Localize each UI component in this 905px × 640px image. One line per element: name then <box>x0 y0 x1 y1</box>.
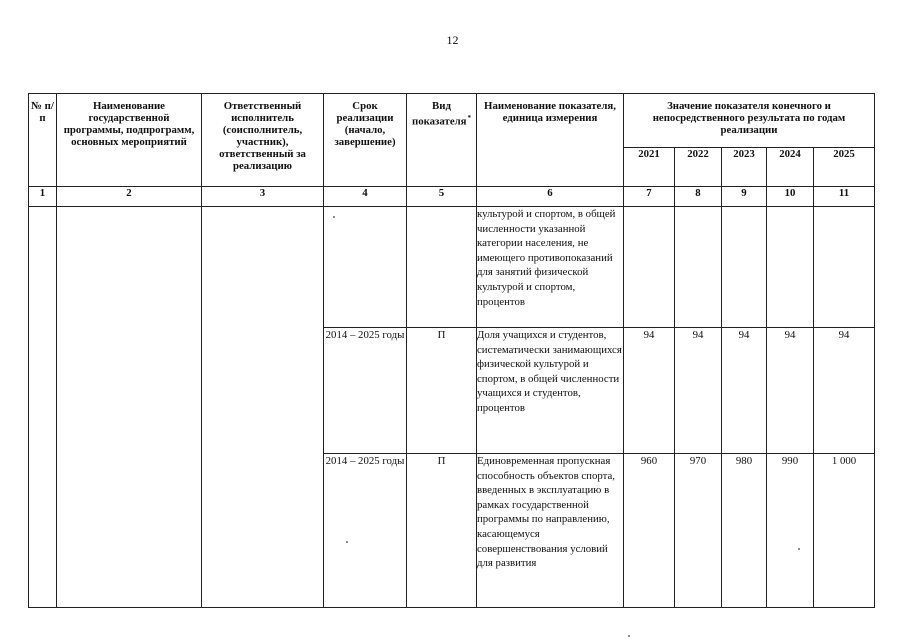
row-indicator: Доля учащихся и студентов, систематически занимающихся физической культурой и спортом, в общей численности учащихся и студентов, процентов <box>477 328 624 454</box>
row-value: 94 <box>675 328 722 454</box>
row-value: 970 <box>675 454 722 608</box>
row-value <box>814 207 875 328</box>
row-value: 990 <box>767 454 814 608</box>
row-value: 980 <box>722 454 767 608</box>
column-number: 5 <box>407 187 477 207</box>
row-value: 94 <box>624 328 675 454</box>
header-period: Срок реализации (начало, завершение) <box>324 94 407 187</box>
header-year: 2021 <box>624 148 675 187</box>
row-value <box>624 207 675 328</box>
header-year: 2022 <box>675 148 722 187</box>
header-executor: Ответственный исполнитель (соисполнитель, участник), ответственный за реализацию <box>202 94 324 187</box>
header-year: 2023 <box>722 148 767 187</box>
footnote-mark: * <box>467 114 472 122</box>
row-value: 94 <box>814 328 875 454</box>
row-value <box>722 207 767 328</box>
row-value: 960 <box>624 454 675 608</box>
row-period <box>324 207 407 328</box>
scan-speck <box>628 635 630 637</box>
row-type: П <box>407 328 477 454</box>
column-number: 10 <box>767 187 814 207</box>
row-value <box>767 207 814 328</box>
header-year: 2025 <box>814 148 875 187</box>
column-number: 6 <box>477 187 624 207</box>
row-type <box>407 207 477 328</box>
scan-speck <box>333 216 335 218</box>
page-number: 12 <box>446 33 459 47</box>
row-value <box>675 207 722 328</box>
header-year: 2024 <box>767 148 814 187</box>
row-period: 2014 – 2025 годы <box>324 328 407 454</box>
row-period: 2014 – 2025 годы <box>324 454 407 608</box>
column-number: 3 <box>202 187 324 207</box>
column-number: 8 <box>675 187 722 207</box>
header-indicator-type: Вид показателя* <box>407 94 477 187</box>
column-number: 11 <box>814 187 875 207</box>
indicators-table <box>28 93 875 608</box>
row-indicator: Единовременная пропускная способность объектов спорта, введенных в эксплуатацию в рамках государственной программы по направлению, касающемуся совершенствования условий для развития <box>477 454 624 608</box>
column-number: 7 <box>624 187 675 207</box>
cell-executor-empty <box>202 207 324 608</box>
header-number: № п/п <box>29 94 57 187</box>
header-program-name: Наименование государственной программы, подпрограмм, основных мероприятий <box>57 94 202 187</box>
row-value: 94 <box>722 328 767 454</box>
row-value: 94 <box>767 328 814 454</box>
column-number: 4 <box>324 187 407 207</box>
row-indicator: культурой и спортом, в общей численности указанной категории населения, не имеющего противопоказаний для занятий физической культурой и спортом, процентов <box>477 207 624 328</box>
header-indicator-name: Наименование показателя, единица измерения <box>477 94 624 187</box>
header-values-group: Значение показателя конечного и непосредственного результата по годам реализации <box>624 94 875 148</box>
cell-program-empty <box>57 207 202 608</box>
row-value: 1 000 <box>814 454 875 608</box>
scan-speck <box>346 541 348 543</box>
scan-speck <box>798 548 800 550</box>
row-type: П <box>407 454 477 608</box>
column-number: 9 <box>722 187 767 207</box>
column-number: 1 <box>29 187 57 207</box>
cell-number-empty <box>29 207 57 608</box>
column-number: 2 <box>57 187 202 207</box>
